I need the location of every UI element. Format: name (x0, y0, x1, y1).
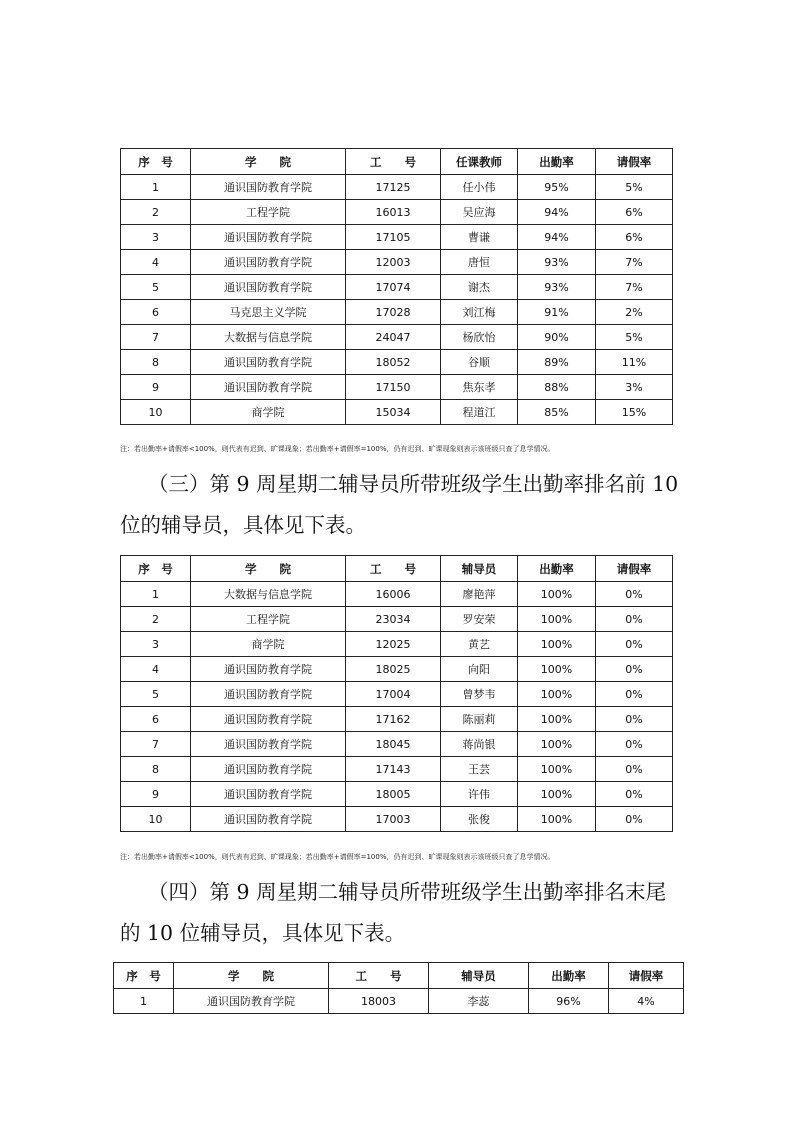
table-note: 注：若出勤率+请假率<100%，则代表有迟到、旷课现象；若出勤率+请假率=100%，仍有迟到、旷课现象则表示该班级只查了息学情况。 (120, 445, 555, 453)
table-cell: 杨欣怡 (441, 325, 518, 350)
table-cell: 0% (596, 707, 673, 732)
table-cell: 8 (121, 350, 191, 375)
table-row (121, 250, 673, 275)
table-cell: 工程学院 (191, 607, 346, 632)
table-cell: 100% (518, 582, 596, 607)
table-row (121, 707, 673, 732)
table-cell: 23034 (346, 607, 441, 632)
table-cell: 18052 (346, 350, 441, 375)
table-cell: 4 (121, 657, 191, 682)
table-cell: 罗安荣 (441, 607, 518, 632)
column-header: 序 号 (121, 556, 191, 582)
table-cell: 谷顺 (441, 350, 518, 375)
column-header: 出勤率 (529, 963, 609, 989)
table-row (121, 300, 673, 325)
table-cell: 5 (121, 275, 191, 300)
table-cell: 通识国防教育学院 (191, 225, 346, 250)
table-cell: 李蕊 (429, 989, 529, 1014)
table-cell: 2% (596, 300, 673, 325)
table-cell: 100% (518, 782, 596, 807)
table-cell: 0% (596, 732, 673, 757)
table-cell: 95% (518, 175, 596, 200)
table-cell: 7% (596, 275, 673, 300)
section-paragraph-4: （四）第 9 周星期二辅导员所带班级学生出勤率排名末尾的 10 位辅导员，具体见下表。 (120, 880, 667, 945)
table-cell: 1 (121, 175, 191, 200)
table-cell: 通识国防教育学院 (174, 989, 329, 1014)
table-cell: 马克思主义学院 (191, 300, 346, 325)
table-cell: 100% (518, 657, 596, 682)
table-cell: 0% (596, 807, 673, 832)
table-cell: 曹谦 (441, 225, 518, 250)
column-header: 出勤率 (518, 149, 596, 175)
table-cell: 4% (609, 989, 684, 1014)
table-cell: 6% (596, 225, 673, 250)
table-cell: 9 (121, 782, 191, 807)
table-cell: 7% (596, 250, 673, 275)
table-cell: 大数据与信息学院 (191, 325, 346, 350)
table-row (121, 582, 673, 607)
column-header: 工 号 (329, 963, 429, 989)
table-cell: 17105 (346, 225, 441, 250)
table-cell: 王芸 (441, 757, 518, 782)
table-cell: 100% (518, 757, 596, 782)
table-cell: 17004 (346, 682, 441, 707)
column-header: 学 院 (191, 149, 346, 175)
table-cell: 8 (121, 757, 191, 782)
table-cell: 通识国防教育学院 (191, 682, 346, 707)
table-cell: 89% (518, 350, 596, 375)
counselor-bottom-attendance-table (113, 962, 684, 1014)
table-row (114, 989, 684, 1014)
table-cell: 通识国防教育学院 (191, 757, 346, 782)
table-cell: 唐恒 (441, 250, 518, 275)
table-cell: 1 (114, 989, 174, 1014)
table-cell: 24047 (346, 325, 441, 350)
column-header: 工 号 (346, 149, 441, 175)
table-cell: 96% (529, 989, 609, 1014)
table-cell: 17028 (346, 300, 441, 325)
column-header: 序 号 (114, 963, 174, 989)
table-cell: 17162 (346, 707, 441, 732)
column-header: 出勤率 (518, 556, 596, 582)
table-cell: 3 (121, 632, 191, 657)
table-cell: 工程学院 (191, 200, 346, 225)
table-row (121, 607, 673, 632)
table-row (121, 682, 673, 707)
table-cell: 6 (121, 300, 191, 325)
table-cell: 18005 (346, 782, 441, 807)
table-cell: 吴应海 (441, 200, 518, 225)
table-cell: 3% (596, 375, 673, 400)
table-header-row (114, 963, 684, 989)
table-cell: 商学院 (191, 632, 346, 657)
table-cell: 商学院 (191, 400, 346, 425)
table-cell: 16013 (346, 200, 441, 225)
table-cell: 任小伟 (441, 175, 518, 200)
column-header: 工 号 (346, 556, 441, 582)
table-cell: 5% (596, 175, 673, 200)
table-cell: 18045 (346, 732, 441, 757)
counselor-top-attendance-table (120, 555, 673, 832)
column-header: 请假率 (609, 963, 684, 989)
table-cell: 10 (121, 807, 191, 832)
table-cell: 2 (121, 607, 191, 632)
table-cell: 100% (518, 732, 596, 757)
table-cell: 0% (596, 757, 673, 782)
table-cell: 90% (518, 325, 596, 350)
table-cell: 17074 (346, 275, 441, 300)
table-row (121, 732, 673, 757)
table-header-row (121, 556, 673, 582)
table-cell: 93% (518, 250, 596, 275)
table-row (121, 807, 673, 832)
table-row (121, 632, 673, 657)
column-header: 请假率 (596, 556, 673, 582)
table-cell: 陈丽莉 (441, 707, 518, 732)
table-cell: 11% (596, 350, 673, 375)
table-cell: 4 (121, 250, 191, 275)
table-cell: 100% (518, 807, 596, 832)
column-header: 学 院 (191, 556, 346, 582)
table-row (121, 225, 673, 250)
table-cell: 谢杰 (441, 275, 518, 300)
column-header: 请假率 (596, 149, 673, 175)
table-cell: 张俊 (441, 807, 518, 832)
table-cell: 0% (596, 632, 673, 657)
column-header: 辅导员 (429, 963, 529, 989)
table-cell: 94% (518, 225, 596, 250)
table-cell: 通识国防教育学院 (191, 175, 346, 200)
table-note: 注：若出勤率+请假率<100%，则代表有迟到、旷课现象；若出勤率+请假率=100%，仍有迟到、旷课现象则表示该班级只查了息学情况。 (120, 853, 555, 861)
table-cell: 通识国防教育学院 (191, 350, 346, 375)
table-cell: 17143 (346, 757, 441, 782)
table-row (121, 175, 673, 200)
table-cell: 100% (518, 682, 596, 707)
table-cell: 100% (518, 707, 596, 732)
table-cell: 100% (518, 632, 596, 657)
table-cell: 通识国防教育学院 (191, 657, 346, 682)
table-cell: 18003 (329, 989, 429, 1014)
table-row (121, 375, 673, 400)
table-cell: 0% (596, 607, 673, 632)
table-cell: 廖艳萍 (441, 582, 518, 607)
table-cell: 2 (121, 200, 191, 225)
table-cell: 曾梦韦 (441, 682, 518, 707)
table-cell: 0% (596, 657, 673, 682)
table-row (121, 657, 673, 682)
table-cell: 通识国防教育学院 (191, 375, 346, 400)
table-cell: 15% (596, 400, 673, 425)
table-cell: 15034 (346, 400, 441, 425)
table-cell: 6% (596, 200, 673, 225)
table-cell: 85% (518, 400, 596, 425)
table-cell: 17125 (346, 175, 441, 200)
table-cell: 88% (518, 375, 596, 400)
table-row (121, 325, 673, 350)
table-cell: 通识国防教育学院 (191, 807, 346, 832)
table-cell: 通识国防教育学院 (191, 782, 346, 807)
table-cell: 7 (121, 325, 191, 350)
table-cell: 通识国防教育学院 (191, 732, 346, 757)
table-cell: 0% (596, 582, 673, 607)
table-cell: 12025 (346, 632, 441, 657)
table-row (121, 757, 673, 782)
section-paragraph-3: （三）第 9 周星期二辅导员所带班级学生出勤率排名前 10 位的辅导员，具体见下表。 (120, 472, 679, 537)
table-cell: 17003 (346, 807, 441, 832)
table-cell: 7 (121, 732, 191, 757)
table-cell: 5 (121, 682, 191, 707)
table-row (121, 400, 673, 425)
table-cell: 100% (518, 607, 596, 632)
table-cell: 93% (518, 275, 596, 300)
teacher-attendance-table (120, 148, 673, 425)
table-row (121, 275, 673, 300)
table-header-row (121, 149, 673, 175)
table-cell: 黄艺 (441, 632, 518, 657)
table-cell: 程道江 (441, 400, 518, 425)
table-cell: 通识国防教育学院 (191, 275, 346, 300)
table-cell: 1 (121, 582, 191, 607)
table-cell: 94% (518, 200, 596, 225)
table-cell: 向阳 (441, 657, 518, 682)
table-cell: 6 (121, 707, 191, 732)
table-cell: 焦东孝 (441, 375, 518, 400)
table-cell: 10 (121, 400, 191, 425)
table-cell: 0% (596, 782, 673, 807)
table-cell: 刘江梅 (441, 300, 518, 325)
table-cell: 18025 (346, 657, 441, 682)
table-cell: 17150 (346, 375, 441, 400)
table-cell: 91% (518, 300, 596, 325)
table-cell: 16006 (346, 582, 441, 607)
table-cell: 0% (596, 682, 673, 707)
table-row (121, 782, 673, 807)
column-header: 学 院 (174, 963, 329, 989)
table-cell: 12003 (346, 250, 441, 275)
table-cell: 通识国防教育学院 (191, 250, 346, 275)
table-cell: 通识国防教育学院 (191, 707, 346, 732)
table-row (121, 350, 673, 375)
table-cell: 9 (121, 375, 191, 400)
column-header: 辅导员 (441, 556, 518, 582)
table-cell: 许伟 (441, 782, 518, 807)
table-cell: 蒋尚银 (441, 732, 518, 757)
table-row (121, 200, 673, 225)
table-cell: 大数据与信息学院 (191, 582, 346, 607)
table-cell: 5% (596, 325, 673, 350)
column-header: 任课教师 (441, 149, 518, 175)
table-cell: 3 (121, 225, 191, 250)
column-header: 序 号 (121, 149, 191, 175)
